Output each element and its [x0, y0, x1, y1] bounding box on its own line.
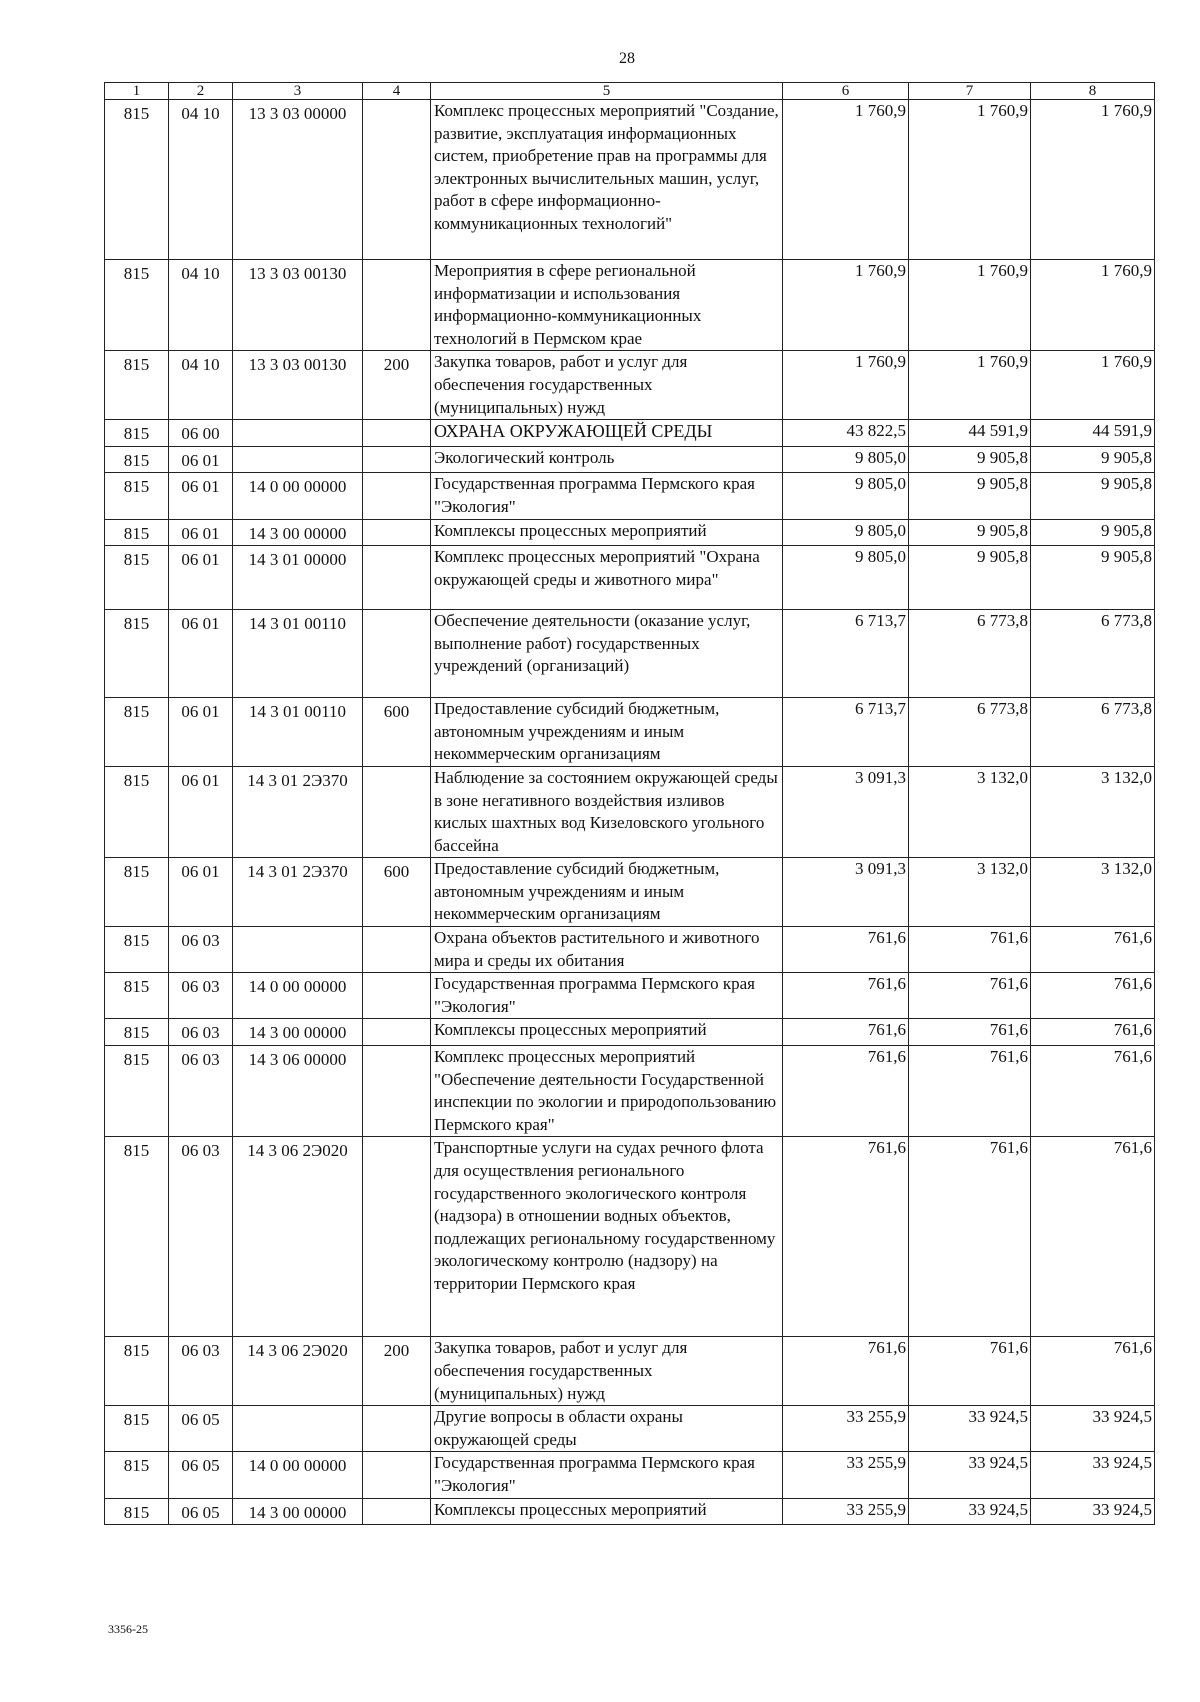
target-code-cell: 13 3 03 00130: [233, 351, 363, 420]
expense-type-cell: [363, 1019, 431, 1046]
target-code-cell: 14 3 01 2Э370: [233, 858, 363, 927]
expense-type-cell: 200: [363, 1337, 431, 1406]
target-code-cell: [233, 420, 363, 447]
amount-2026-cell: 9 905,8: [909, 446, 1031, 473]
admin-code-cell: 815: [105, 1406, 169, 1452]
table-row: [105, 1452, 1155, 1498]
amount-2025-cell: 1 760,9: [783, 351, 909, 420]
admin-code-cell: 815: [105, 260, 169, 351]
section-code-cell: 06 03: [169, 1337, 233, 1406]
table-row: [105, 519, 1155, 546]
description-cell: Наблюдение за состоянием окружающей среды в зоне негативного воздействия изливов кислых шахтных вод Кизеловского угольного бассейна: [431, 766, 783, 857]
table-row: [105, 610, 1155, 698]
target-code-cell: [233, 927, 363, 973]
page-number: 28: [619, 50, 635, 67]
amount-2026-cell: 9 905,8: [909, 546, 1031, 610]
table-row: [105, 1498, 1155, 1525]
amount-2027-cell: 9 905,8: [1031, 546, 1155, 610]
amount-2026-cell: 9 905,8: [909, 473, 1031, 519]
header-cell: 2: [169, 83, 233, 100]
amount-2025-cell: 761,6: [783, 1046, 909, 1137]
admin-code-cell: 815: [105, 1452, 169, 1498]
table-row: [105, 858, 1155, 927]
target-code-cell: 14 3 00 00000: [233, 1019, 363, 1046]
amount-2027-cell: 9 905,8: [1031, 473, 1155, 519]
expense-type-cell: [363, 260, 431, 351]
description-cell: Комплексы процессных мероприятий: [431, 1019, 783, 1046]
expense-type-cell: 600: [363, 698, 431, 767]
admin-code-cell: 815: [105, 519, 169, 546]
expense-type-cell: 200: [363, 351, 431, 420]
amount-2025-cell: 43 822,5: [783, 420, 909, 447]
section-code-cell: 06 01: [169, 546, 233, 610]
description-cell: Государственная программа Пермского края "Экология": [431, 973, 783, 1019]
table-row: [105, 100, 1155, 260]
amount-2027-cell: 3 132,0: [1031, 858, 1155, 927]
expense-type-cell: [363, 973, 431, 1019]
header-cell: 4: [363, 83, 431, 100]
target-code-cell: 14 3 06 2Э020: [233, 1137, 363, 1337]
amount-2025-cell: 9 805,0: [783, 546, 909, 610]
amount-2025-cell: 3 091,3: [783, 766, 909, 857]
description-cell: Мероприятия в сфере региональной информатизации и использования информационно-коммуникационных технологий в Пермском крае: [431, 260, 783, 351]
amount-2026-cell: 761,6: [909, 1019, 1031, 1046]
description-cell: Комплексы процессных мероприятий: [431, 519, 783, 546]
amount-2027-cell: 9 905,8: [1031, 446, 1155, 473]
section-code-cell: 06 01: [169, 446, 233, 473]
amount-2027-cell: 761,6: [1031, 1046, 1155, 1137]
amount-2025-cell: 761,6: [783, 973, 909, 1019]
amount-2026-cell: 33 924,5: [909, 1452, 1031, 1498]
table-row: [105, 420, 1155, 447]
section-code-cell: 06 01: [169, 610, 233, 698]
expense-type-cell: [363, 1452, 431, 1498]
table-row: [105, 973, 1155, 1019]
section-code-cell: 06 05: [169, 1452, 233, 1498]
table-row: [105, 1406, 1155, 1452]
section-code-cell: 06 03: [169, 973, 233, 1019]
amount-2026-cell: 761,6: [909, 927, 1031, 973]
description-cell: Предоставление субсидий бюджетным, автономным учреждениям и иным некоммерческим организациям: [431, 858, 783, 927]
amount-2026-cell: 6 773,8: [909, 610, 1031, 698]
expense-type-cell: [363, 927, 431, 973]
amount-2025-cell: 761,6: [783, 1019, 909, 1046]
amount-2027-cell: 761,6: [1031, 973, 1155, 1019]
table-row: [105, 546, 1155, 610]
admin-code-cell: 815: [105, 100, 169, 260]
expense-type-cell: [363, 1046, 431, 1137]
target-code-cell: 14 0 00 00000: [233, 473, 363, 519]
admin-code-cell: 815: [105, 927, 169, 973]
header-cell: 5: [431, 83, 783, 100]
amount-2025-cell: 6 713,7: [783, 610, 909, 698]
admin-code-cell: 815: [105, 766, 169, 857]
section-code-cell: 06 01: [169, 766, 233, 857]
expense-type-cell: [363, 1137, 431, 1337]
description-cell: ОХРАНА ОКРУЖАЮЩЕЙ СРЕДЫ: [431, 420, 783, 447]
header-cell: 7: [909, 83, 1031, 100]
amount-2027-cell: 761,6: [1031, 927, 1155, 973]
amount-2027-cell: 6 773,8: [1031, 698, 1155, 767]
amount-2027-cell: 44 591,9: [1031, 420, 1155, 447]
section-code-cell: 06 05: [169, 1406, 233, 1452]
description-cell: Комплекс процессных мероприятий "Создание, развитие, эксплуатация информационных систем, приобретение прав на программы для электронных вычислительных машин, услуг, работ в сфере информационно-коммуникационных технологий": [431, 100, 783, 260]
amount-2026-cell: 761,6: [909, 973, 1031, 1019]
amount-2026-cell: 44 591,9: [909, 420, 1031, 447]
amount-2025-cell: 33 255,9: [783, 1406, 909, 1452]
expense-type-cell: [363, 546, 431, 610]
table-row: [105, 1137, 1155, 1337]
description-cell: Государственная программа Пермского края "Экология": [431, 1452, 783, 1498]
table-row: [105, 446, 1155, 473]
table-row: [105, 1019, 1155, 1046]
amount-2027-cell: 9 905,8: [1031, 519, 1155, 546]
expense-type-cell: [363, 766, 431, 857]
target-code-cell: 14 3 01 00110: [233, 698, 363, 767]
amount-2027-cell: 1 760,9: [1031, 260, 1155, 351]
table-header-row: [105, 83, 1155, 100]
section-code-cell: 06 03: [169, 1046, 233, 1137]
target-code-cell: 13 3 03 00130: [233, 260, 363, 351]
section-code-cell: 06 05: [169, 1498, 233, 1525]
expense-type-cell: [363, 1406, 431, 1452]
admin-code-cell: 815: [105, 1046, 169, 1137]
amount-2027-cell: 6 773,8: [1031, 610, 1155, 698]
section-code-cell: 04 10: [169, 100, 233, 260]
admin-code-cell: 815: [105, 546, 169, 610]
document-code: 3356-25: [108, 1622, 148, 1636]
amount-2027-cell: 33 924,5: [1031, 1452, 1155, 1498]
section-code-cell: 06 01: [169, 858, 233, 927]
target-code-cell: 14 3 00 00000: [233, 1498, 363, 1525]
admin-code-cell: 815: [105, 351, 169, 420]
target-code-cell: [233, 1406, 363, 1452]
admin-code-cell: 815: [105, 446, 169, 473]
section-code-cell: 06 01: [169, 698, 233, 767]
section-code-cell: 06 01: [169, 519, 233, 546]
target-code-cell: [233, 446, 363, 473]
description-cell: Комплекс процессных мероприятий "Обеспечение деятельности Государственной инспекции по экологии и природопользованию Пермского края": [431, 1046, 783, 1137]
description-cell: Комплекс процессных мероприятий "Охрана окружающей среды и животного мира": [431, 546, 783, 610]
expense-type-cell: [363, 610, 431, 698]
target-code-cell: 14 0 00 00000: [233, 973, 363, 1019]
target-code-cell: 14 0 00 00000: [233, 1452, 363, 1498]
admin-code-cell: 815: [105, 973, 169, 1019]
amount-2025-cell: 33 255,9: [783, 1498, 909, 1525]
admin-code-cell: 815: [105, 1137, 169, 1337]
amount-2025-cell: 9 805,0: [783, 519, 909, 546]
expense-type-cell: [363, 446, 431, 473]
admin-code-cell: 815: [105, 1498, 169, 1525]
amount-2026-cell: 761,6: [909, 1137, 1031, 1337]
section-code-cell: 06 03: [169, 1019, 233, 1046]
expense-type-cell: [363, 519, 431, 546]
table-row: [105, 927, 1155, 973]
amount-2025-cell: 9 805,0: [783, 446, 909, 473]
description-cell: Государственная программа Пермского края "Экология": [431, 473, 783, 519]
expense-type-cell: [363, 100, 431, 260]
amount-2026-cell: 3 132,0: [909, 858, 1031, 927]
description-cell: Предоставление субсидий бюджетным, автономным учреждениям и иным некоммерческим организациям: [431, 698, 783, 767]
amount-2026-cell: 761,6: [909, 1337, 1031, 1406]
amount-2025-cell: 9 805,0: [783, 473, 909, 519]
amount-2026-cell: 6 773,8: [909, 698, 1031, 767]
target-code-cell: 14 3 06 2Э020: [233, 1337, 363, 1406]
amount-2026-cell: 1 760,9: [909, 260, 1031, 351]
section-code-cell: 04 10: [169, 351, 233, 420]
amount-2027-cell: 761,6: [1031, 1337, 1155, 1406]
amount-2026-cell: 1 760,9: [909, 100, 1031, 260]
description-cell: Закупка товаров, работ и услуг для обеспечения государственных (муниципальных) нужд: [431, 351, 783, 420]
amount-2025-cell: 1 760,9: [783, 100, 909, 260]
admin-code-cell: 815: [105, 420, 169, 447]
table-row: [105, 260, 1155, 351]
expense-type-cell: [363, 420, 431, 447]
amount-2027-cell: 761,6: [1031, 1137, 1155, 1337]
amount-2025-cell: 1 760,9: [783, 260, 909, 351]
target-code-cell: 14 3 00 00000: [233, 519, 363, 546]
admin-code-cell: 815: [105, 610, 169, 698]
admin-code-cell: 815: [105, 473, 169, 519]
table-row: [105, 698, 1155, 767]
header-cell: 1: [105, 83, 169, 100]
target-code-cell: 14 3 01 00000: [233, 546, 363, 610]
amount-2025-cell: 761,6: [783, 927, 909, 973]
admin-code-cell: 815: [105, 1019, 169, 1046]
amount-2026-cell: 1 760,9: [909, 351, 1031, 420]
section-code-cell: 06 00: [169, 420, 233, 447]
amount-2025-cell: 6 713,7: [783, 698, 909, 767]
target-code-cell: 13 3 03 00000: [233, 100, 363, 260]
section-code-cell: 06 01: [169, 473, 233, 519]
section-code-cell: 04 10: [169, 260, 233, 351]
amount-2026-cell: 761,6: [909, 1046, 1031, 1137]
amount-2027-cell: 1 760,9: [1031, 100, 1155, 260]
expense-type-cell: 600: [363, 858, 431, 927]
header-cell: 8: [1031, 83, 1155, 100]
target-code-cell: 14 3 01 2Э370: [233, 766, 363, 857]
admin-code-cell: 815: [105, 1337, 169, 1406]
description-cell: Другие вопросы в области охраны окружающей среды: [431, 1406, 783, 1452]
target-code-cell: 14 3 06 00000: [233, 1046, 363, 1137]
section-code-cell: 06 03: [169, 1137, 233, 1337]
target-code-cell: 14 3 01 00110: [233, 610, 363, 698]
amount-2025-cell: 33 255,9: [783, 1452, 909, 1498]
table-row: [105, 1337, 1155, 1406]
section-code-cell: 06 03: [169, 927, 233, 973]
description-cell: Обеспечение деятельности (оказание услуг, выполнение работ) государственных учреждений (организаций): [431, 610, 783, 698]
header-cell: 6: [783, 83, 909, 100]
table-row: [105, 473, 1155, 519]
amount-2026-cell: 3 132,0: [909, 766, 1031, 857]
header-cell: 3: [233, 83, 363, 100]
amount-2026-cell: 9 905,8: [909, 519, 1031, 546]
table-row: [105, 1046, 1155, 1137]
expense-type-cell: [363, 1498, 431, 1525]
budget-table: [104, 82, 1155, 1525]
description-cell: Комплексы процессных мероприятий: [431, 1498, 783, 1525]
amount-2025-cell: 3 091,3: [783, 858, 909, 927]
description-cell: Закупка товаров, работ и услуг для обеспечения государственных (муниципальных) нужд: [431, 1337, 783, 1406]
admin-code-cell: 815: [105, 858, 169, 927]
amount-2025-cell: 761,6: [783, 1337, 909, 1406]
table-row: [105, 351, 1155, 420]
table-row: [105, 766, 1155, 857]
description-cell: Экологический контроль: [431, 446, 783, 473]
amount-2025-cell: 761,6: [783, 1137, 909, 1337]
amount-2027-cell: 3 132,0: [1031, 766, 1155, 857]
admin-code-cell: 815: [105, 698, 169, 767]
amount-2027-cell: 33 924,5: [1031, 1498, 1155, 1525]
amount-2027-cell: 33 924,5: [1031, 1406, 1155, 1452]
amount-2026-cell: 33 924,5: [909, 1406, 1031, 1452]
amount-2027-cell: 1 760,9: [1031, 351, 1155, 420]
amount-2027-cell: 761,6: [1031, 1019, 1155, 1046]
expense-type-cell: [363, 473, 431, 519]
amount-2026-cell: 33 924,5: [909, 1498, 1031, 1525]
description-cell: Охрана объектов растительного и животного мира и среды их обитания: [431, 927, 783, 973]
description-cell: Транспортные услуги на судах речного флота для осуществления регионального государственного экологического контроля (надзора) в отношении водных объектов, подлежащих региональному государственному экологическому контролю (надзору) на территории Пермского края: [431, 1137, 783, 1337]
